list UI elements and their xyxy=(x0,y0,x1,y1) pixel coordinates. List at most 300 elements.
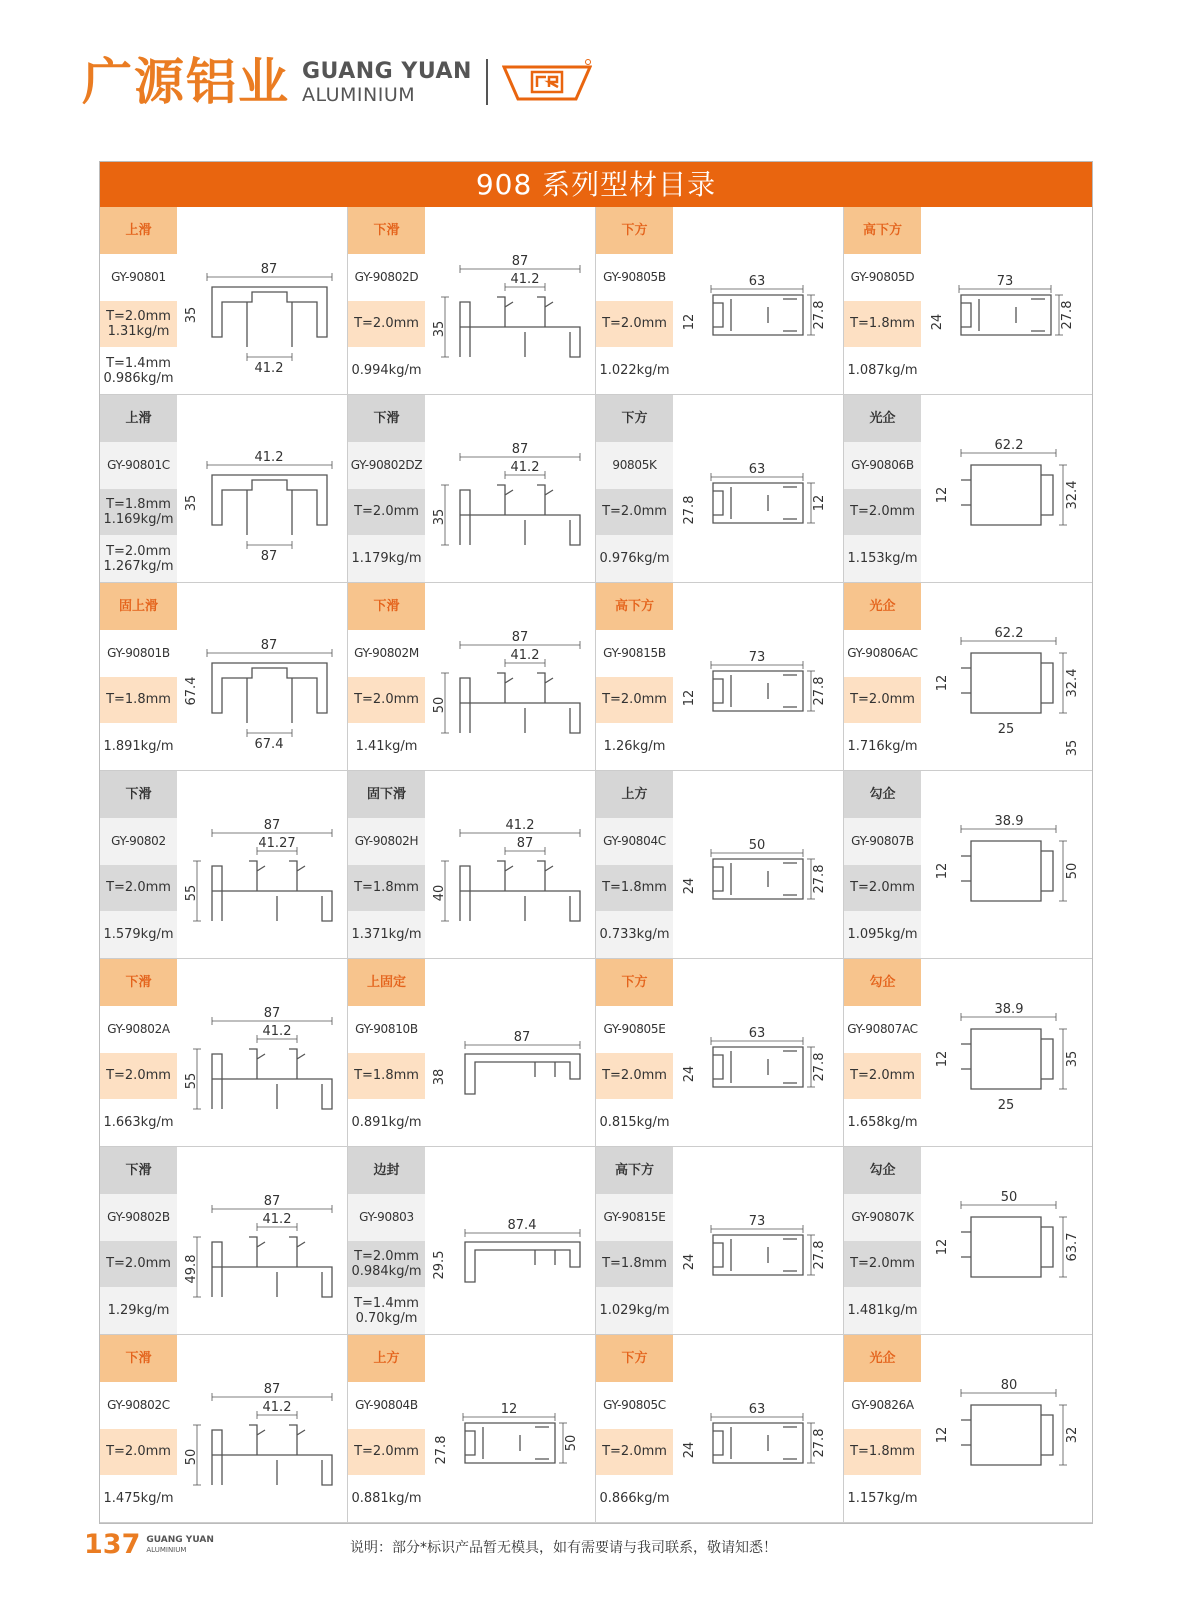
profile-spec: T=2.0mm xyxy=(596,677,673,724)
dimension-label: 87 xyxy=(511,630,529,645)
profile-card xyxy=(596,771,844,959)
dimension-label: 55 xyxy=(184,884,199,902)
profile-section-diagram xyxy=(921,395,1092,583)
dimension-label: 35 xyxy=(432,320,447,338)
dimension-label: 12 xyxy=(812,494,827,512)
dimension-label: 25 xyxy=(997,1098,1015,1113)
profile-card xyxy=(596,395,844,583)
profile-info xyxy=(100,583,177,770)
dimension-label: 41.2 xyxy=(262,1024,292,1039)
profile-spec: T=2.0mm 0.984kg/m xyxy=(348,1241,425,1288)
profile-section-diagram xyxy=(425,395,596,583)
dimension-label: 41.2 xyxy=(262,1400,292,1415)
dimension-label: 12 xyxy=(935,1238,950,1256)
profile-info xyxy=(348,959,425,1146)
profile-card xyxy=(596,1147,844,1335)
profile-code: GY-90802DZ xyxy=(348,442,425,489)
dimension-label: 12 xyxy=(935,486,950,504)
profile-name: 下滑 xyxy=(100,959,177,1006)
profile-weight: 1.579kg/m xyxy=(100,911,177,958)
profile-catalog xyxy=(99,161,1093,1524)
profile-info xyxy=(596,1335,673,1522)
dimension-label: 41.2 xyxy=(254,361,284,376)
profile-weight: 1.087kg/m xyxy=(844,347,921,394)
footer-brand xyxy=(146,1535,213,1555)
profile-name: 下滑 xyxy=(348,583,425,630)
profile-weight: T=2.0mm 1.267kg/m xyxy=(100,535,177,582)
dimension-label: 32 xyxy=(1065,1426,1080,1444)
dimension-label: 38.9 xyxy=(994,1002,1024,1017)
profile-drawing xyxy=(673,207,843,394)
profile-name: 下滑 xyxy=(100,1147,177,1194)
dimension-label: 63.7 xyxy=(1065,1232,1080,1262)
profile-name: 光企 xyxy=(844,1335,921,1382)
profile-info xyxy=(596,959,673,1146)
profile-drawing xyxy=(921,959,1092,1146)
profile-name: 勾企 xyxy=(844,771,921,818)
profile-section-diagram xyxy=(177,1147,348,1335)
profile-drawing xyxy=(921,395,1092,582)
profile-name: 下方 xyxy=(596,207,673,254)
profile-spec: T=2.0mm xyxy=(844,489,921,536)
dimension-label: 24 xyxy=(930,313,945,331)
brand-name-cn: 广源铝业 xyxy=(82,53,290,111)
profile-code: GY-90807B xyxy=(844,818,921,865)
profile-code: 90805K xyxy=(596,442,673,489)
profile-info xyxy=(844,583,921,770)
profile-code: GY-90806AC xyxy=(844,630,921,677)
profile-code: GY-90803 xyxy=(348,1194,425,1241)
profile-name: 上固定 xyxy=(348,959,425,1006)
dimension-label: 50 xyxy=(432,696,447,714)
profile-drawing xyxy=(673,959,843,1146)
dimension-label: 73 xyxy=(748,650,766,665)
dimension-label: 32.4 xyxy=(1065,480,1080,510)
profile-spec: T=1.8mm xyxy=(348,1053,425,1100)
dimension-label: 25 xyxy=(997,722,1015,737)
profile-weight: 1.481kg/m xyxy=(844,1287,921,1334)
dimension-label: 87 xyxy=(263,1006,281,1021)
brand-en-line2: ALUMINIUM xyxy=(302,83,416,106)
profile-drawing xyxy=(921,1147,1092,1334)
profile-spec: T=2.0mm xyxy=(596,489,673,536)
dimension-label: 87 xyxy=(511,442,529,457)
profile-section-diagram xyxy=(673,959,844,1147)
profile-code: GY-90815B xyxy=(596,630,673,677)
dimension-label: 62.2 xyxy=(994,438,1024,453)
dimension-label: 63 xyxy=(748,462,766,477)
profile-name: 勾企 xyxy=(844,1147,921,1194)
profile-spec: T=2.0mm xyxy=(844,1241,921,1288)
profile-name: 下方 xyxy=(596,959,673,1006)
profile-info xyxy=(596,395,673,582)
profile-spec: T=2.0mm xyxy=(348,1429,425,1476)
dimension-label: 12 xyxy=(500,1402,518,1417)
dimension-label: 49.8 xyxy=(184,1254,199,1284)
profile-card xyxy=(844,395,1092,583)
profile-drawing xyxy=(177,1335,347,1522)
dimension-label: 12 xyxy=(935,674,950,692)
profile-card xyxy=(844,583,1092,771)
profile-section-diagram xyxy=(673,583,844,771)
profile-spec: T=2.0mm xyxy=(596,1053,673,1100)
profile-drawing xyxy=(425,207,595,394)
profile-code: GY-90805C xyxy=(596,1382,673,1429)
profile-spec: T=1.8mm xyxy=(596,865,673,912)
profile-spec: T=1.8mm xyxy=(596,1241,673,1288)
profile-name: 边封 xyxy=(348,1147,425,1194)
profile-name: 下滑 xyxy=(100,1335,177,1382)
profile-drawing xyxy=(177,959,347,1146)
profile-info xyxy=(100,207,177,394)
profile-card xyxy=(596,207,844,395)
profile-name: 下方 xyxy=(596,1335,673,1382)
profile-code: GY-90802B xyxy=(100,1194,177,1241)
profile-info xyxy=(348,395,425,582)
profile-weight: 1.029kg/m xyxy=(596,1287,673,1334)
profile-card xyxy=(348,395,596,583)
dimension-label: 87 xyxy=(516,836,534,851)
profile-weight: T=1.4mm 0.70kg/m xyxy=(348,1287,425,1334)
profile-card xyxy=(348,207,596,395)
brand-divider xyxy=(486,59,488,105)
dimension-label: 27.8 xyxy=(1060,300,1075,330)
dimension-label: 12 xyxy=(935,1426,950,1444)
profile-spec: T=1.8mm 1.169kg/m xyxy=(100,489,177,536)
profile-drawing xyxy=(921,583,1092,770)
profile-card xyxy=(348,583,596,771)
profile-section-diagram xyxy=(921,583,1092,771)
profile-name: 勾企 xyxy=(844,959,921,1006)
dimension-label: 50 xyxy=(1065,862,1080,880)
profile-info xyxy=(596,207,673,394)
profile-section-diagram xyxy=(673,771,844,959)
profile-code: GY-90804B xyxy=(348,1382,425,1429)
profile-info xyxy=(844,395,921,582)
profile-section-diagram xyxy=(673,1335,844,1523)
profile-info xyxy=(348,771,425,958)
profile-info xyxy=(348,1335,425,1522)
profile-drawing xyxy=(673,1335,843,1522)
profile-code: GY-90802A xyxy=(100,1006,177,1053)
profile-code: GY-90802C xyxy=(100,1382,177,1429)
profile-section-diagram xyxy=(177,1335,348,1523)
dimension-label: 27.8 xyxy=(682,495,697,525)
dimension-label: 50 xyxy=(1000,1190,1018,1205)
dimension-label: 27.8 xyxy=(812,300,827,330)
profile-section-diagram xyxy=(921,207,1092,395)
dimension-label: 87 xyxy=(260,638,278,653)
footer xyxy=(84,1529,214,1560)
profile-card xyxy=(596,959,844,1147)
profile-spec: T=1.8mm xyxy=(844,1429,921,1476)
profile-name: 固上滑 xyxy=(100,583,177,630)
profile-spec: T=1.8mm xyxy=(348,865,425,912)
profile-weight: 1.153kg/m xyxy=(844,535,921,582)
profile-section-diagram xyxy=(921,959,1092,1147)
dimension-label: 87.4 xyxy=(507,1218,537,1233)
dimension-label: 87 xyxy=(513,1030,531,1045)
profile-code: GY-90807K xyxy=(844,1194,921,1241)
profile-section-diagram xyxy=(425,207,596,395)
profile-weight: 1.095kg/m xyxy=(844,911,921,958)
profile-code: GY-90801C xyxy=(100,442,177,489)
profile-code: GY-90802D xyxy=(348,254,425,301)
profile-card xyxy=(348,1147,596,1335)
profile-card xyxy=(100,395,348,583)
dimension-label: 12 xyxy=(682,313,697,331)
profile-name: 下方 xyxy=(596,395,673,442)
dimension-label: 87 xyxy=(511,254,529,269)
profile-spec: T=1.8mm xyxy=(844,301,921,348)
profile-card xyxy=(100,207,348,395)
profile-weight: 0.891kg/m xyxy=(348,1099,425,1146)
catalog-title: 908 系列型材目录 xyxy=(100,162,1092,207)
profile-drawing xyxy=(921,1335,1092,1522)
profile-spec: T=2.0mm xyxy=(348,301,425,348)
dimension-label: 29.5 xyxy=(432,1250,447,1280)
dimension-label: 40 xyxy=(432,884,447,902)
profile-drawing xyxy=(673,395,843,582)
profile-card xyxy=(844,207,1092,395)
profile-name: 下滑 xyxy=(348,207,425,254)
dimension-label: 41.2 xyxy=(505,818,535,833)
profile-spec: T=2.0mm xyxy=(844,677,921,724)
profile-drawing xyxy=(921,207,1092,394)
profile-info xyxy=(100,1335,177,1522)
profile-code: GY-90810B xyxy=(348,1006,425,1053)
profile-info xyxy=(844,959,921,1146)
dimension-label: 50 xyxy=(564,1434,579,1452)
profile-weight: 0.815kg/m xyxy=(596,1099,673,1146)
profile-drawing xyxy=(425,1147,595,1334)
profile-card xyxy=(844,959,1092,1147)
profile-spec: T=2.0mm xyxy=(844,1053,921,1100)
dimension-label: 27.8 xyxy=(812,1428,827,1458)
profile-grid xyxy=(100,207,1092,1523)
footer-brand-line2: ALUMINIUM xyxy=(146,1545,187,1554)
profile-code: GY-90826A xyxy=(844,1382,921,1429)
footer-note: 说明：部分*标识产品暂无模具，如有需要请与我司联系，敬请知悉！ xyxy=(350,1540,777,1556)
profile-info xyxy=(100,959,177,1146)
profile-weight: 1.41kg/m xyxy=(348,723,425,770)
profile-code: GY-90801 xyxy=(100,254,177,301)
profile-card xyxy=(348,771,596,959)
profile-section-diagram xyxy=(921,1335,1092,1523)
dimension-label: 87 xyxy=(260,549,278,564)
dimension-label: 73 xyxy=(996,274,1014,289)
dimension-label: 27.8 xyxy=(812,676,827,706)
profile-weight: 1.157kg/m xyxy=(844,1475,921,1522)
dimension-label: 87 xyxy=(263,1382,281,1397)
profile-section-diagram xyxy=(673,207,844,395)
profile-section-diagram xyxy=(425,1335,596,1523)
dimension-label: 12 xyxy=(935,862,950,880)
profile-spec: T=2.0mm xyxy=(100,1053,177,1100)
profile-spec: T=2.0mm xyxy=(596,1429,673,1476)
dimension-label: 50 xyxy=(748,838,766,853)
dimension-label: 24 xyxy=(682,1065,697,1083)
profile-section-diagram xyxy=(177,395,348,583)
profile-code: GY-90806B xyxy=(844,442,921,489)
profile-weight: 1.022kg/m xyxy=(596,347,673,394)
profile-spec: T=2.0mm xyxy=(100,1241,177,1288)
profile-section-diagram xyxy=(177,207,348,395)
profile-card xyxy=(100,583,348,771)
profile-name: 高下方 xyxy=(596,583,673,630)
profile-weight: 1.179kg/m xyxy=(348,535,425,582)
dimension-label: 38 xyxy=(432,1068,447,1086)
profile-card xyxy=(596,1335,844,1523)
profile-spec: T=2.0mm xyxy=(348,489,425,536)
profile-weight: 1.371kg/m xyxy=(348,911,425,958)
profile-code: GY-90805D xyxy=(844,254,921,301)
dimension-label: 27.8 xyxy=(434,1435,449,1465)
dimension-label: 38.9 xyxy=(994,814,1024,829)
profile-weight: 1.716kg/m xyxy=(844,723,921,770)
profile-section-diagram xyxy=(425,771,596,959)
dimension-label: 12 xyxy=(935,1050,950,1068)
profile-name: 光企 xyxy=(844,583,921,630)
profile-name: 下滑 xyxy=(100,771,177,818)
profile-code: GY-90801B xyxy=(100,630,177,677)
profile-section-diagram xyxy=(921,771,1092,959)
profile-spec: T=2.0mm xyxy=(100,1429,177,1476)
dimension-label: 67.4 xyxy=(184,676,199,706)
profile-section-diagram xyxy=(425,583,596,771)
profile-card xyxy=(348,1335,596,1523)
dimension-label: 63 xyxy=(748,1026,766,1041)
profile-section-diagram xyxy=(177,771,348,959)
dimension-label: 87 xyxy=(263,1194,281,1209)
profile-weight: 0.976kg/m xyxy=(596,535,673,582)
profile-info xyxy=(844,1147,921,1334)
profile-section-diagram xyxy=(425,1147,596,1335)
dimension-label: 27.8 xyxy=(812,1240,827,1270)
profile-drawing xyxy=(177,207,347,394)
profile-spec: T=1.8mm xyxy=(100,677,177,724)
profile-info xyxy=(100,771,177,958)
profile-card xyxy=(596,583,844,771)
profile-weight: 0.881kg/m xyxy=(348,1475,425,1522)
dimension-label: 24 xyxy=(682,877,697,895)
profile-weight: 1.29kg/m xyxy=(100,1287,177,1334)
profile-weight: 1.663kg/m xyxy=(100,1099,177,1146)
dimension-label: 62.2 xyxy=(994,626,1024,641)
profile-name: 光企 xyxy=(844,395,921,442)
dimension-label: 35 xyxy=(1065,739,1080,757)
profile-weight: 1.891kg/m xyxy=(100,723,177,770)
profile-section-diagram xyxy=(177,583,348,771)
page-number: 137 xyxy=(84,1529,141,1560)
profile-drawing xyxy=(673,583,843,770)
profile-drawing xyxy=(921,771,1092,958)
profile-card xyxy=(100,1147,348,1335)
profile-drawing xyxy=(177,771,347,958)
dimension-label: 73 xyxy=(748,1214,766,1229)
dimension-label: 41.27 xyxy=(258,836,296,851)
header xyxy=(82,52,592,112)
profile-code: GY-90804C xyxy=(596,818,673,865)
profile-weight: 1.475kg/m xyxy=(100,1475,177,1522)
profile-weight: 1.26kg/m xyxy=(596,723,673,770)
profile-info xyxy=(596,1147,673,1334)
profile-info xyxy=(348,583,425,770)
profile-drawing xyxy=(177,395,347,582)
brand-name-en xyxy=(302,59,472,106)
dimension-label: 24 xyxy=(682,1441,697,1459)
profile-drawing xyxy=(425,771,595,958)
profile-code: GY-90805B xyxy=(596,254,673,301)
profile-name: 上方 xyxy=(348,1335,425,1382)
profile-card xyxy=(844,1335,1092,1523)
company-logo-icon xyxy=(502,59,592,105)
dimension-label: 32.4 xyxy=(1065,668,1080,698)
brand-en-line1: GUANG YUAN xyxy=(302,58,472,84)
profile-info xyxy=(844,1335,921,1522)
dimension-label: 35 xyxy=(184,306,199,324)
profile-name: 下滑 xyxy=(348,395,425,442)
profile-section-diagram xyxy=(177,959,348,1147)
profile-info xyxy=(348,1147,425,1334)
dimension-label: 87 xyxy=(260,262,278,277)
profile-drawing xyxy=(425,959,595,1146)
dimension-label: 12 xyxy=(682,689,697,707)
profile-name: 上方 xyxy=(596,771,673,818)
dimension-label: 41.2 xyxy=(510,460,540,475)
dimension-label: 41.2 xyxy=(262,1212,292,1227)
dimension-label: 41.2 xyxy=(254,450,284,465)
profile-drawing xyxy=(425,583,595,770)
dimension-label: 27.8 xyxy=(812,1052,827,1082)
profile-spec: T=2.0mm xyxy=(844,865,921,912)
profile-drawing xyxy=(673,771,843,958)
profile-code: GY-90802H xyxy=(348,818,425,865)
dimension-label: 41.2 xyxy=(510,272,540,287)
profile-name: 高下方 xyxy=(596,1147,673,1194)
dimension-label: 35 xyxy=(184,494,199,512)
profile-code: GY-90805E xyxy=(596,1006,673,1053)
dimension-label: 35 xyxy=(1065,1050,1080,1068)
dimension-label: 35 xyxy=(432,508,447,526)
dimension-label: 67.4 xyxy=(254,737,284,752)
profile-card xyxy=(100,771,348,959)
profile-code: GY-90802 xyxy=(100,818,177,865)
profile-name: 上滑 xyxy=(100,395,177,442)
profile-section-diagram xyxy=(921,1147,1092,1335)
profile-section-diagram xyxy=(425,959,596,1147)
footer-brand-line1: GUANG YUAN xyxy=(146,1534,214,1545)
profile-info xyxy=(348,207,425,394)
profile-section-diagram xyxy=(673,1147,844,1335)
profile-spec: T=2.0mm xyxy=(100,865,177,912)
profile-weight: 1.658kg/m xyxy=(844,1099,921,1146)
dimension-label: 50 xyxy=(184,1448,199,1466)
profile-name: 上滑 xyxy=(100,207,177,254)
profile-spec: T=2.0mm xyxy=(348,677,425,724)
dimension-label: 27.8 xyxy=(812,864,827,894)
profile-section-diagram xyxy=(673,395,844,583)
profile-drawing xyxy=(673,1147,843,1334)
profile-weight: 0.866kg/m xyxy=(596,1475,673,1522)
profile-drawing xyxy=(425,395,595,582)
profile-code: GY-90807AC xyxy=(844,1006,921,1053)
dimension-label: 63 xyxy=(748,1402,766,1417)
profile-drawing xyxy=(177,583,347,770)
profile-weight: 0.994kg/m xyxy=(348,347,425,394)
dimension-label: 55 xyxy=(184,1072,199,1090)
profile-info xyxy=(100,395,177,582)
